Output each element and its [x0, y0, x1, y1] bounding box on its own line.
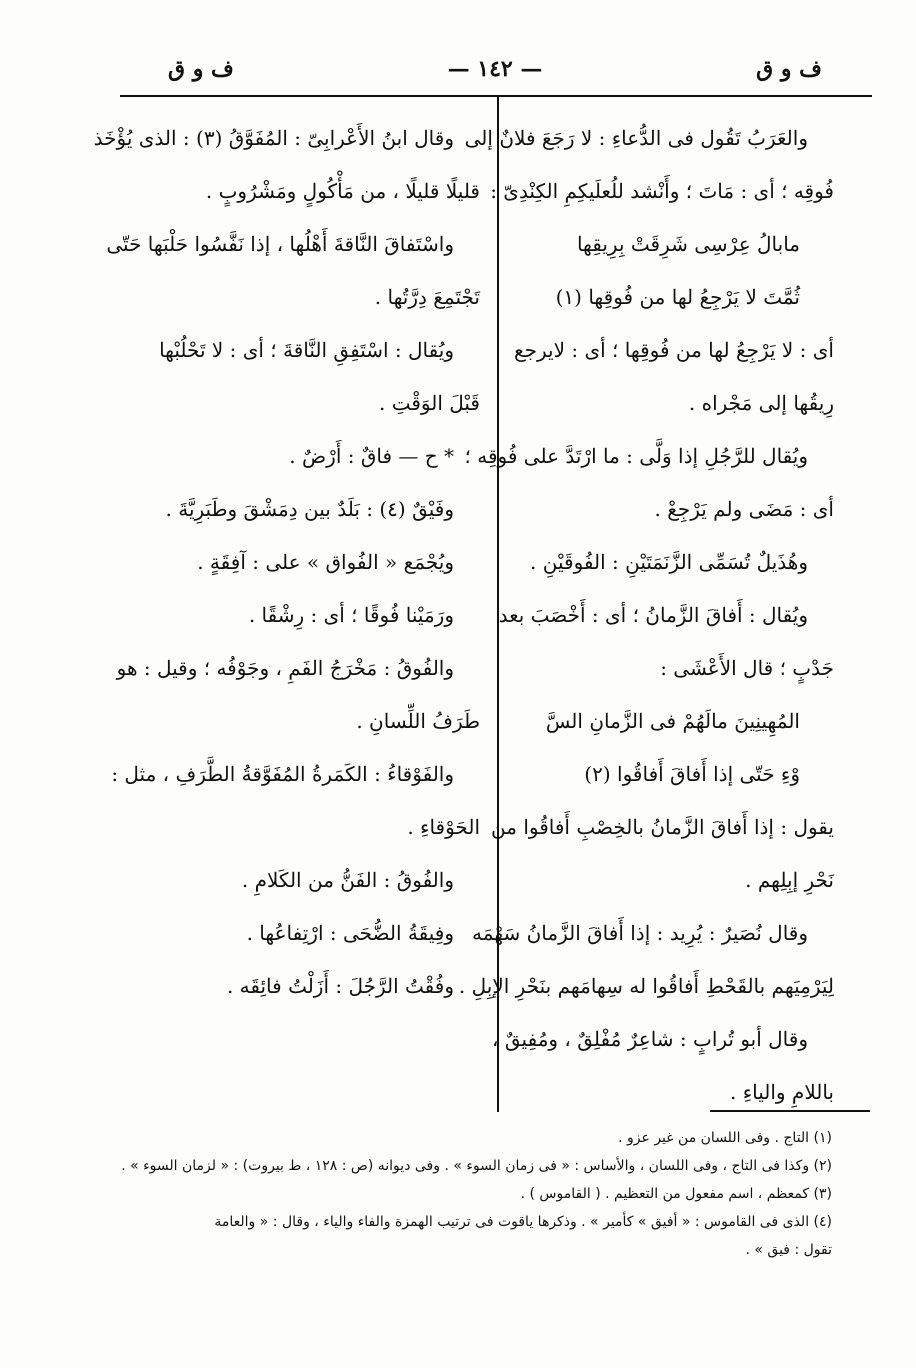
right-line: أى : مَضَى ولم يَرْجِعْ .: [654, 497, 834, 521]
left-line: واسْتَفاقَ النَّاقةَ أَهْلُها ، إذا نَفَّسُوا حَلْبَها حَتّى: [106, 232, 454, 256]
right-line: المُهِينِينَ مالَهُمْ فى الزَّمانِ السَّ: [545, 709, 800, 733]
page-header: [120, 52, 870, 92]
left-line: قليلًا قليلًا ، من مَأْكُولٍ ومَشْرُوبٍ .: [205, 179, 480, 203]
left-line: وفَيْقٌ (٤) : بَلَدٌ بين دِمَشْقَ وطَبَرِيَّةَ .: [165, 497, 454, 521]
right-line: أى : لا يَرْجِعُ لها من فُوقِها ؛ أى : لايرجع: [514, 338, 834, 362]
page-number: — ١٤٢ —: [447, 56, 543, 82]
right-line: والعَرَبُ تَقُول فى الدُّعاءِ : لا رَجَعَ فلانٌ إلى: [464, 126, 808, 150]
header-root-left: ف و ق: [168, 56, 234, 82]
footnote: تقول : فيق » .: [745, 1242, 832, 1258]
left-line: وفِيقَةُ الضُّحَى : ارْتِفاعُها .: [246, 921, 454, 945]
right-line: وقال نُصَيرٌ : يُرِيد : إذا أَفاقَ الزَّمانُ سَهْمَه: [471, 921, 808, 945]
footnote: (٤) الذى فى القاموس : « أفيق » كأمير » . وذكرها ياقوت فى ترتيب الهمزة والفاء والياء ، وقال : « والعامة: [214, 1214, 832, 1230]
left-line: * ح — فاقٌ : أَرْضٌ .: [289, 444, 454, 468]
left-line: تَجْتَمِعَ دِرَّتُها .: [374, 285, 480, 309]
header-divider: [120, 95, 872, 97]
right-line: مابالُ عِرْسِى شَرِقَتْ بِرِيقِها: [576, 232, 800, 256]
left-line: وقال ابنُ الأَعْرابِىّ : المُفَوَّقُ (٣) : الذى يُؤْخَذ: [93, 126, 454, 150]
footnote: (١) التاج . وفى اللسان من غير عزو .: [618, 1130, 832, 1146]
right-line: ثُمَّتَ لا يَرْجِعُ لها من فُوقِها (١): [555, 285, 800, 309]
left-line: والفُوقُ : الفَنُّ من الكَلامِ .: [241, 868, 454, 892]
right-line: رِيقُها إلى مَجْراه .: [688, 391, 834, 415]
footnote-divider: [710, 1110, 870, 1112]
left-line: ويُقال : اسْتَفِقِ النَّاقةَ ؛ أى : لا تَحْلُبْها: [159, 338, 454, 362]
right-line: ويُقال : أَفاقَ الزَّمانُ ؛ أى : أَخْصَبَ بعد: [498, 603, 808, 627]
left-line: قَبْلَ الوَقْتِ .: [379, 391, 480, 415]
footnotes: [120, 1124, 832, 1264]
right-line: لِيَرْمِيَهم بالقَحْطِ أَفاقُوا له سِهامَهم بنَحْرِ الإبِلِ .: [458, 974, 834, 998]
right-line: باللامِ والياءِ .: [730, 1080, 834, 1104]
right-line: نَحْرِ إبِلِهم .: [745, 868, 834, 892]
right-line: ويُقال للرَّجُلِ إذا وَلَّى : ما ارْتَدَّ على فُوقِه ؛: [464, 444, 808, 468]
left-line: الحَوْقاءِ .: [407, 815, 480, 839]
left-line: ورَمَيْنا فُوقًا ؛ أى : رِشْقًا .: [248, 603, 454, 627]
right-column: [458, 112, 834, 1119]
right-line: وْءِ حَتّى إذا أَفاقَ أَفاقُوا (٢): [584, 762, 800, 786]
left-line: والفُوقُ : مَخْرَجُ الفَمِ ، وجَوْفُه ؛ وقيل : هو: [116, 656, 454, 680]
left-line: والفَوْقاءُ : الكَمَرةُ المُفَوَّقةُ الطَّرَفِ ، مثل :: [111, 762, 454, 786]
left-line: وفُقْتُ الرَّجُلَ : أَزَلْتُ فائِقَه .: [226, 974, 454, 998]
right-line: وقال أبو تُرابٍ : شاعِرٌ مُفْلِقٌ ، ومُفِيقٌ ،: [492, 1027, 808, 1051]
right-line: وهُذَيلٌ تُسَمِّى الزَّنَمَتَيْنِ : الفُوقَيْنِ .: [530, 550, 808, 574]
footnote: (٣) كمعظم ، اسم مفعول من التعظيم . ( القاموس ) .: [520, 1186, 832, 1202]
left-column: [93, 112, 480, 1013]
right-line: جَدْبٍ ؛ قال الأَعْشَى :: [660, 656, 834, 680]
header-root-right: ف و ق: [756, 56, 822, 82]
right-line: يقول : إذا أَفاقَ الزَّمانُ بالخِصْبِ أَفاقُوا من: [491, 815, 834, 839]
left-line: ويُجْمَع « الفُواق » على : آفِقَةٍ .: [197, 550, 454, 574]
right-line: فُوقِه ؛ أى : مَاتَ ؛ وأَنْشد للُعلَيكِمِ الكِنْدِىّ :: [490, 179, 834, 203]
footnote: (٢) وكذا فى التاج ، وفى اللسان ، والأساس : « فى زمان السوء » . وفى ديوانه (ص : ١٢٨ ، ط بيروت) : « لزمان السوء » .: [121, 1158, 832, 1174]
left-line: طَرَفُ اللِّسانِ .: [356, 709, 480, 733]
